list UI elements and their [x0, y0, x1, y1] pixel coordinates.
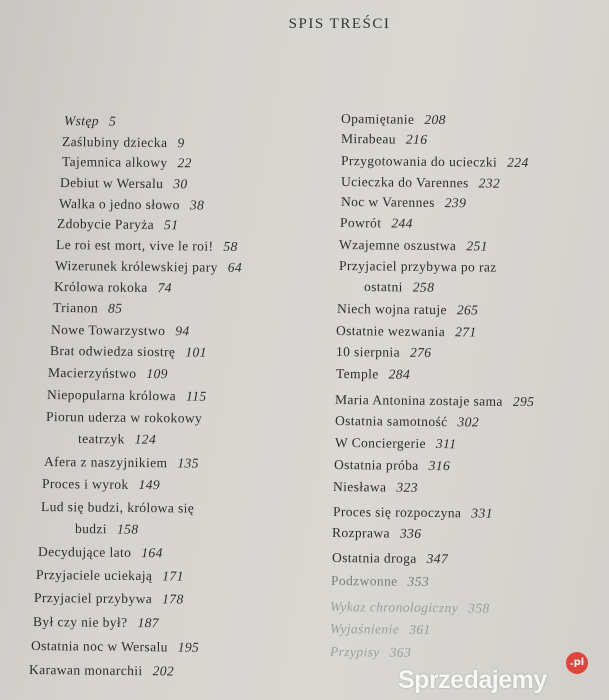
toc-entry: [335, 392, 535, 410]
toc-entry: [331, 573, 429, 590]
entry-page-number: 187: [137, 615, 160, 631]
entry-page-number: 22: [177, 155, 192, 171]
entry-title: Ostatnia noc w Wersalu: [30, 638, 168, 655]
entry-page-number: 158: [116, 521, 139, 537]
toc-entry: [64, 113, 116, 130]
toc-entry: [57, 216, 179, 233]
toc-entry: [335, 435, 457, 452]
entry-page-number: 347: [426, 550, 449, 567]
toc-entry: [341, 153, 529, 171]
entry-title: Le roi est mort, vive le roi!: [55, 237, 214, 254]
entry-title: Nowe Towarzystwo: [50, 322, 166, 339]
toc-entry: [41, 499, 194, 517]
entry-title-continued: budzi: [74, 521, 108, 537]
entry-title: Brat odwiedza siostrę: [49, 343, 176, 360]
toc-entry: [55, 258, 242, 276]
entry-page-number: 164: [141, 545, 163, 561]
entry-title: Rozprawa: [331, 525, 391, 541]
toc-entry: [330, 621, 431, 638]
entry-title: Proces i wyrok: [41, 476, 129, 492]
toc-entry: [336, 344, 432, 361]
entry-page-number: 171: [162, 568, 184, 584]
entry-page-number: 244: [391, 215, 413, 231]
entry-page-number: 208: [424, 111, 446, 128]
entry-title: Przyjaciele uciekają: [35, 567, 153, 584]
entry-title: 10 sierpnia: [335, 344, 401, 360]
toc-entry-continuation: [75, 521, 139, 538]
entry-page-number: 195: [177, 639, 200, 655]
entry-page-number: 258: [412, 279, 435, 295]
entry-page-number: 358: [468, 600, 490, 616]
entry-title-continued: teatrzyk: [77, 431, 125, 447]
entry-page-number: 202: [152, 663, 175, 679]
toc-entry: [341, 111, 446, 128]
toc-entry: [335, 413, 479, 431]
entry-page-number: 9: [177, 135, 185, 151]
toc-entry: [330, 599, 490, 617]
toc-entry: [334, 457, 450, 474]
toc-entry: [38, 544, 163, 561]
toc-entry: [62, 134, 185, 151]
entry-page-number: 38: [189, 197, 205, 213]
entry-page-number: 316: [428, 457, 451, 474]
entry-title: Wyjaśnienie: [329, 621, 400, 637]
entry-title: Ostatnia droga: [331, 550, 417, 566]
entry-title: Temple: [335, 366, 379, 382]
toc-entry: [56, 237, 238, 255]
entry-title: Tajemnica alkowy: [61, 154, 168, 171]
entry-title: Niech wojna ratuje: [336, 301, 447, 318]
entry-title: Był czy nie był?: [32, 614, 128, 630]
entry-title: Przyjaciel przybywa po raz: [338, 258, 497, 275]
toc-entry: [330, 644, 411, 661]
toc-entry: [341, 174, 500, 192]
toc-entry: [59, 196, 204, 214]
entry-page-number: 336: [399, 525, 422, 541]
toc-entry: [341, 131, 428, 148]
toc-entry: [332, 525, 422, 542]
entry-title: Przypisy: [329, 644, 380, 660]
entry-title: Macierzyństwo: [47, 365, 137, 381]
entry-title: Ostatnia próba: [333, 457, 419, 473]
toc-entry-continuation: [364, 279, 434, 296]
entry-page-number: 271: [455, 324, 477, 340]
toc-entry: [54, 279, 172, 296]
entry-page-number: 363: [389, 644, 412, 660]
entry-page-number: 124: [134, 431, 157, 447]
entry-title: Niepopularna królowa: [46, 387, 177, 404]
entry-title: Afera z naszyjnikiem: [43, 454, 168, 471]
entry-title: Ucieczka do Varennes: [340, 174, 469, 191]
entry-page-number: 58: [223, 238, 238, 254]
entry-title: Przygotowania do ucieczki: [340, 153, 498, 170]
toc-entry: [42, 476, 160, 493]
entry-title: Decydujące lato: [37, 544, 132, 560]
toc-entry: [336, 366, 410, 383]
entry-title: Opamiętanie: [340, 111, 415, 127]
toc-entry: [339, 237, 488, 255]
toc-entry: [50, 343, 207, 361]
entry-title: Piorun uderza w rokokowy: [45, 409, 203, 426]
toc-entry-continuation: [78, 431, 156, 448]
toc-entry: [46, 409, 202, 427]
watermark-badge: .pl: [566, 652, 588, 674]
entry-title: Lud się budzi, królowa się: [40, 499, 195, 516]
toc-entry: [31, 638, 199, 656]
toc-entry: [339, 258, 497, 276]
entry-page-number: 51: [164, 217, 179, 233]
toc-entry: [341, 194, 466, 211]
entry-title: Karawan monarchii: [28, 662, 143, 679]
entry-title: Ostatnie wezwania: [335, 323, 446, 340]
toc-entry: [333, 504, 493, 522]
entry-page-number: 74: [157, 280, 173, 296]
entry-page-number: 302: [457, 414, 480, 430]
page-title: SPIS TREŚCI: [288, 16, 391, 32]
entry-page-number: 224: [507, 154, 529, 170]
toc-entry: [29, 662, 174, 680]
entry-page-number: 30: [173, 176, 188, 192]
toc-entry: [333, 479, 418, 496]
entry-title: Królowa rokoka: [53, 279, 148, 295]
entry-title: Powrót: [339, 215, 382, 231]
toc-entry: [44, 454, 199, 472]
entry-page-number: 323: [396, 479, 418, 495]
entry-page-number: 331: [471, 505, 493, 521]
entry-title: Przyjaciel przybywa: [33, 590, 153, 607]
entry-page-number: 284: [388, 366, 411, 382]
entry-title: Wizerunek królewskiej pary: [54, 258, 218, 275]
entry-title: Mirabeau: [340, 131, 397, 147]
entry-page-number: 85: [107, 300, 123, 316]
entry-title: Wykaz chronologiczny: [329, 599, 459, 616]
toc-entry: [336, 323, 477, 340]
entry-page-number: 149: [138, 477, 161, 493]
toc-entry: [62, 154, 192, 171]
toc-entry: [48, 365, 168, 382]
entry-page-number: 353: [407, 573, 430, 590]
toc-entry: [332, 550, 448, 567]
entry-page-number: 361: [409, 621, 431, 638]
entry-title: Podzwonne: [330, 573, 398, 589]
entry-page-number: 232: [478, 175, 501, 191]
entry-page-number: 239: [444, 195, 467, 211]
entry-page-number: 251: [466, 238, 488, 254]
entry-page-number: 64: [227, 259, 243, 275]
entry-page-number: 178: [162, 591, 184, 607]
entry-page-number: 265: [456, 302, 479, 318]
entry-title: Ostatnia samotność: [334, 413, 448, 430]
watermark-logo: Sprzedajemy: [398, 666, 547, 694]
entry-title: Zdobycie Paryża: [56, 216, 155, 233]
toc-entry: [34, 590, 184, 608]
entry-title: Zaślubiny dziecka: [61, 134, 168, 151]
entry-title: Proces się rozpoczyna: [332, 504, 462, 521]
entry-page-number: 295: [512, 393, 535, 410]
entry-title-continued: ostatni: [363, 279, 403, 295]
entry-page-number: 5: [108, 113, 117, 129]
entry-page-number: 311: [435, 436, 457, 452]
entry-page-number: 101: [185, 344, 207, 360]
entry-page-number: 135: [177, 455, 199, 471]
entry-page-number: 115: [186, 388, 207, 404]
entry-page-number: 216: [405, 131, 428, 147]
toc-entry: [51, 322, 190, 339]
toc-entry: [47, 387, 207, 405]
toc-entry: [33, 614, 159, 631]
entry-title: Wzajemne oszustwa: [338, 237, 457, 254]
toc-entry: [337, 301, 479, 318]
entry-page-number: 109: [146, 366, 168, 382]
entry-title: Niesława: [332, 479, 387, 495]
entry-title: Maria Antonina zostaje sama: [334, 392, 503, 409]
entry-title: W Conciergerie: [334, 435, 427, 451]
entry-title: Wstęp: [63, 113, 100, 129]
toc-entry: [53, 300, 123, 317]
entry-page-number: 276: [409, 344, 432, 360]
toc-entry: [36, 567, 184, 585]
entry-title: Walka o jedno słowo: [58, 196, 180, 213]
entry-title: Trianon: [52, 300, 99, 316]
toc-entry: [340, 215, 413, 232]
entry-page-number: 94: [175, 323, 190, 339]
entry-title: Debiut w Wersalu: [59, 175, 164, 192]
toc-entry: [60, 175, 188, 192]
entry-title: Noc w Varennes: [340, 194, 435, 210]
